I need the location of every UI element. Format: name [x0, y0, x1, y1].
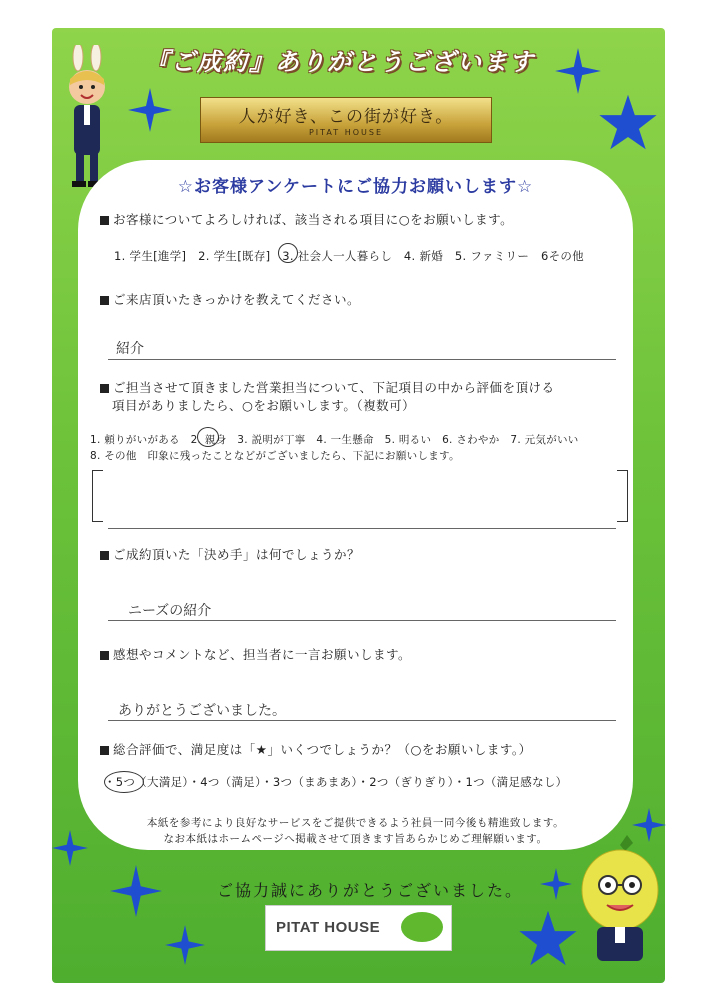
question-6 — [100, 740, 532, 758]
question-2-answer: 紹介 — [116, 341, 144, 357]
note-line-2: なお本紙はホームページへ掲載させて頂きます旨あらかじめご理解願います。 — [163, 833, 548, 845]
star-icon — [165, 925, 205, 965]
square-bullet-icon — [100, 384, 109, 393]
question-5 — [100, 645, 411, 663]
square-bullet-icon — [100, 651, 109, 660]
square-bullet-icon — [100, 216, 109, 225]
star-icon — [555, 48, 601, 94]
answer-line — [108, 528, 616, 529]
star-icon — [598, 92, 658, 152]
logo-text: PITAT HOUSE — [276, 919, 381, 936]
question-4 — [100, 545, 360, 563]
selection-circle — [104, 771, 144, 793]
pear-mascot-icon — [575, 835, 665, 965]
selection-circle — [197, 427, 219, 447]
selection-circle — [278, 243, 298, 263]
answer-line — [108, 620, 616, 621]
question-5-text: 感想やコメントなど、担当者に一言お願いします。 — [113, 647, 412, 662]
question-6-options: ・5つ（大満足）・4つ（満足）・3つ（まあまあ）・2つ（ぎりぎり）・1つ（満足感なし） — [104, 775, 568, 789]
question-2 — [100, 290, 360, 308]
slogan-text: 人が好き、この街が好き。 — [238, 107, 454, 127]
slogan-banner — [200, 97, 492, 143]
question-2-text: ご来店頂いたきっかけを教えてください。 — [113, 292, 361, 307]
question-3 — [100, 378, 555, 396]
comment-box — [92, 470, 628, 522]
banner-brand: PITAT HOUSE — [308, 128, 384, 137]
star-icon — [518, 908, 578, 968]
question-3-options-line1: 1. 頼りがいがある 2. 親身 3. 説明が丁寧 4. 一生懸命 5. 明るい 6. さわやか 7. 元気がいい — [90, 434, 579, 446]
speech-bubble-icon — [401, 912, 443, 942]
question-3-text-line1: ご担当させて頂きました営業担当について、下記項目の中から評価を頂ける — [113, 380, 555, 395]
square-bullet-icon — [100, 296, 109, 305]
answer-line — [108, 359, 616, 360]
question-1 — [100, 210, 513, 228]
survey-heading: ☆お客様アンケートにご協力お願いします☆ — [177, 177, 534, 197]
question-3-text-line2: 項目がありましたら、○をお願いします。（複数可） — [112, 398, 416, 413]
question-3-options-line2: 8. その他 印象に残ったことなどがございましたら、下記にお願いします。 — [90, 450, 460, 462]
square-bullet-icon — [100, 746, 109, 755]
question-5-answer: ありがとうございました。 — [118, 703, 286, 719]
footer-thanks: ご協力誠にありがとうございました。 — [216, 881, 523, 900]
page-title: 『ご成約』ありがとうございます — [145, 48, 535, 76]
bracket-left — [92, 470, 103, 522]
question-4-text: ご成約頂いた「決め手」は何でしょうか？ — [113, 547, 361, 562]
answer-line — [108, 720, 616, 721]
bracket-right — [617, 470, 628, 522]
square-bullet-icon — [100, 551, 109, 560]
note-line-1: 本紙を参考により良好なサービスをご提供できるよう社員一同今後も精進致します。 — [146, 817, 565, 829]
star-icon — [128, 88, 172, 132]
question-6-text: 総合評価で、満足度は「★」いくつでしょうか？（○をお願いします。） — [113, 742, 532, 757]
question-4-answer: ニーズの紹介 — [128, 603, 212, 619]
question-1-text: お客様についてよろしければ、該当される項目に○をお願いします。 — [113, 212, 514, 227]
star-icon — [110, 865, 162, 917]
question-1-options: 1. 学生[進学] 2. 学生[既存] 3. 社会人一人暮らし 4. 新婚 5. ファミリー 6その他 — [114, 249, 584, 263]
company-logo — [265, 905, 452, 951]
